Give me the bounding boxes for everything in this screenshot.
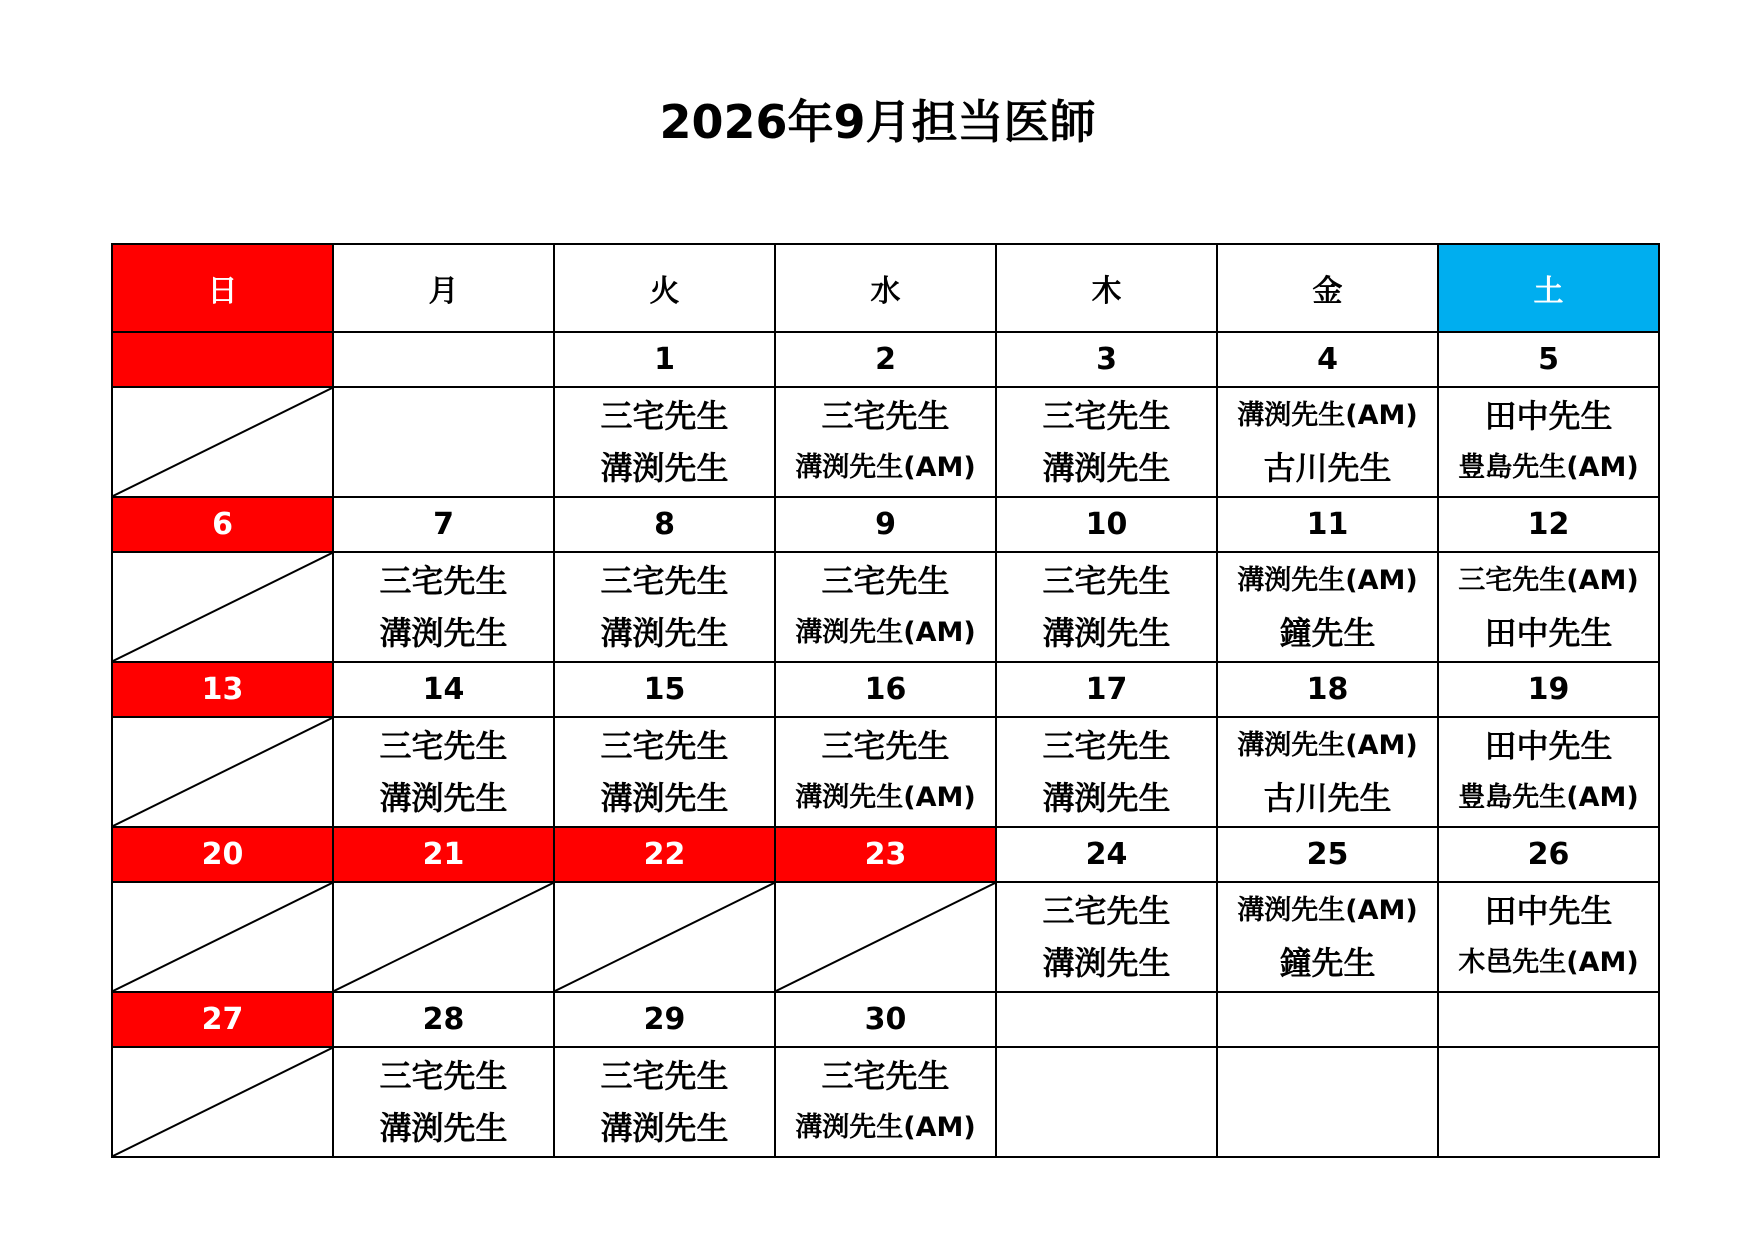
doctor-name: 鐘先生: [1279, 944, 1376, 982]
weekday-header-row: [112, 244, 1659, 332]
date-cell: 30: [775, 992, 996, 1047]
doctor-cell: [996, 387, 1217, 497]
date-cell: 8: [554, 497, 775, 552]
doctor-name: 溝渕先生: [379, 614, 508, 652]
doctor-name: 三宅先生(AM): [1458, 565, 1639, 596]
date-cell: 11: [1217, 497, 1438, 552]
date-cell: 18: [1217, 662, 1438, 717]
doctor-cell: [333, 552, 554, 662]
doctor-name: 溝渕先生: [600, 449, 729, 487]
date-cell: 2: [775, 332, 996, 387]
doctor-cell: [1438, 1047, 1659, 1157]
closed-slash-mark: [113, 883, 332, 991]
doctor-name: 三宅先生: [379, 727, 508, 765]
doctor-cell: [775, 717, 996, 827]
doctor-name: 古川先生: [1263, 449, 1392, 487]
date-row: [112, 662, 1659, 717]
date-cell: 6: [112, 497, 333, 552]
doctor-name: 三宅先生: [379, 562, 508, 600]
doctor-name: 三宅先生: [600, 727, 729, 765]
date-cell: [333, 332, 554, 387]
doctor-cell: [996, 1047, 1217, 1157]
doctor-cell: [554, 717, 775, 827]
doctor-cell: [554, 552, 775, 662]
doctor-name: 溝渕先生: [600, 1109, 729, 1147]
doctor-cell: [996, 717, 1217, 827]
doctor-name: 溝渕先生(AM): [795, 617, 976, 648]
date-cell: 23: [775, 827, 996, 882]
doctor-name: 溝渕先生: [1042, 614, 1171, 652]
closed-slash-mark: [776, 883, 995, 991]
doctor-name: 三宅先生: [600, 397, 729, 435]
date-cell: 19: [1438, 662, 1659, 717]
doctor-cell: [1217, 882, 1438, 992]
doctor-name: 田中先生: [1484, 727, 1613, 765]
doctor-name: 鐘先生: [1279, 614, 1376, 652]
doctor-name: 溝渕先生: [379, 1109, 508, 1147]
doctor-name: 豊島先生(AM): [1458, 452, 1639, 483]
doctor-name: 溝渕先生(AM): [1237, 895, 1418, 926]
weekday-monday: 月: [333, 244, 554, 332]
doctor-name: 溝渕先生(AM): [795, 1112, 976, 1143]
weekday-sunday: 日: [112, 244, 333, 332]
doctor-name: 三宅先生: [600, 1057, 729, 1095]
weekday-thursday: 木: [996, 244, 1217, 332]
doctor-cell: [1438, 552, 1659, 662]
doctor-name: 田中先生: [1484, 397, 1613, 435]
date-cell: 12: [1438, 497, 1659, 552]
doctor-name: 三宅先生: [600, 562, 729, 600]
date-cell: 21: [333, 827, 554, 882]
date-cell: 22: [554, 827, 775, 882]
doctor-name: 三宅先生: [1042, 397, 1171, 435]
doctor-name: 三宅先生: [1042, 727, 1171, 765]
weekday-wednesday: 水: [775, 244, 996, 332]
date-cell: [996, 992, 1217, 1047]
date-cell: 1: [554, 332, 775, 387]
doctor-name: 田中先生: [1484, 614, 1613, 652]
closed-day-cell: [112, 552, 333, 662]
date-cell: [112, 332, 333, 387]
doctor-cell: [775, 387, 996, 497]
doctor-row: [112, 387, 1659, 497]
doctor-cell: [1217, 1047, 1438, 1157]
doctor-name: 三宅先生: [821, 397, 950, 435]
closed-slash-mark: [555, 883, 774, 991]
doctor-name: 三宅先生: [821, 727, 950, 765]
doctor-name: 三宅先生: [1042, 562, 1171, 600]
date-row: [112, 827, 1659, 882]
doctor-row: [112, 717, 1659, 827]
date-cell: 26: [1438, 827, 1659, 882]
doctor-cell: [333, 1047, 554, 1157]
doctor-cell: [1217, 552, 1438, 662]
weekday-friday: 金: [1217, 244, 1438, 332]
date-row: [112, 497, 1659, 552]
date-cell: 25: [1217, 827, 1438, 882]
doctor-name: 溝渕先生(AM): [795, 782, 976, 813]
closed-day-cell: [112, 882, 333, 992]
doctor-row: [112, 882, 1659, 992]
date-cell: 27: [112, 992, 333, 1047]
doctor-name: 溝渕先生: [1042, 944, 1171, 982]
doctor-row: [112, 552, 1659, 662]
closed-day-cell: [112, 717, 333, 827]
weekday-saturday: 土: [1438, 244, 1659, 332]
closed-slash-mark: [113, 553, 332, 661]
page-title: 2026年9月担当医師: [659, 95, 1096, 149]
date-cell: 28: [333, 992, 554, 1047]
closed-slash-mark: [113, 718, 332, 826]
doctor-cell: [333, 717, 554, 827]
date-cell: 15: [554, 662, 775, 717]
doctor-name: 豊島先生(AM): [1458, 782, 1639, 813]
date-cell: 29: [554, 992, 775, 1047]
doctor-name: 木邑先生(AM): [1458, 947, 1639, 978]
doctor-name: 三宅先生: [821, 1057, 950, 1095]
date-cell: 4: [1217, 332, 1438, 387]
date-row: [112, 332, 1659, 387]
doctor-cell: [775, 552, 996, 662]
closed-day-cell: [333, 882, 554, 992]
doctor-row: [112, 1047, 1659, 1157]
date-cell: 16: [775, 662, 996, 717]
date-cell: 3: [996, 332, 1217, 387]
doctor-name: 溝渕先生(AM): [1237, 730, 1418, 761]
closed-day-cell: [775, 882, 996, 992]
date-cell: [1217, 992, 1438, 1047]
closed-slash-mark: [334, 883, 553, 991]
doctor-name: 古川先生: [1263, 779, 1392, 817]
date-cell: 10: [996, 497, 1217, 552]
date-cell: 14: [333, 662, 554, 717]
doctor-cell: [554, 1047, 775, 1157]
doctor-cell: [1217, 387, 1438, 497]
doctor-name: 溝渕先生: [379, 779, 508, 817]
date-cell: 13: [112, 662, 333, 717]
doctor-cell: [1438, 387, 1659, 497]
schedule-calendar: [111, 243, 1660, 1158]
doctor-name: 溝渕先生(AM): [795, 452, 976, 483]
doctor-name: 溝渕先生(AM): [1237, 400, 1418, 431]
doctor-name: 三宅先生: [379, 1057, 508, 1095]
doctor-name: 田中先生: [1484, 892, 1613, 930]
closed-slash-mark: [113, 1048, 332, 1156]
date-cell: 24: [996, 827, 1217, 882]
closed-day-cell: [554, 882, 775, 992]
date-cell: 17: [996, 662, 1217, 717]
doctor-cell: [1438, 717, 1659, 827]
doctor-name: 三宅先生: [1042, 892, 1171, 930]
doctor-cell: [996, 552, 1217, 662]
doctor-cell: [1217, 717, 1438, 827]
date-cell: [1438, 992, 1659, 1047]
doctor-name: 溝渕先生: [1042, 449, 1171, 487]
closed-day-cell: [112, 1047, 333, 1157]
doctor-cell: [996, 882, 1217, 992]
date-cell: 20: [112, 827, 333, 882]
date-cell: 7: [333, 497, 554, 552]
doctor-cell: [333, 387, 554, 497]
doctor-cell: [554, 387, 775, 497]
doctor-name: 溝渕先生(AM): [1237, 565, 1418, 596]
date-cell: 5: [1438, 332, 1659, 387]
doctor-name: 溝渕先生: [1042, 779, 1171, 817]
doctor-cell: [1438, 882, 1659, 992]
date-cell: 9: [775, 497, 996, 552]
doctor-name: 三宅先生: [821, 562, 950, 600]
closed-slash-mark: [113, 388, 332, 496]
closed-day-cell: [112, 387, 333, 497]
doctor-cell: [775, 1047, 996, 1157]
doctor-name: 溝渕先生: [600, 779, 729, 817]
weekday-tuesday: 火: [554, 244, 775, 332]
doctor-name: 溝渕先生: [600, 614, 729, 652]
date-row: [112, 992, 1659, 1047]
